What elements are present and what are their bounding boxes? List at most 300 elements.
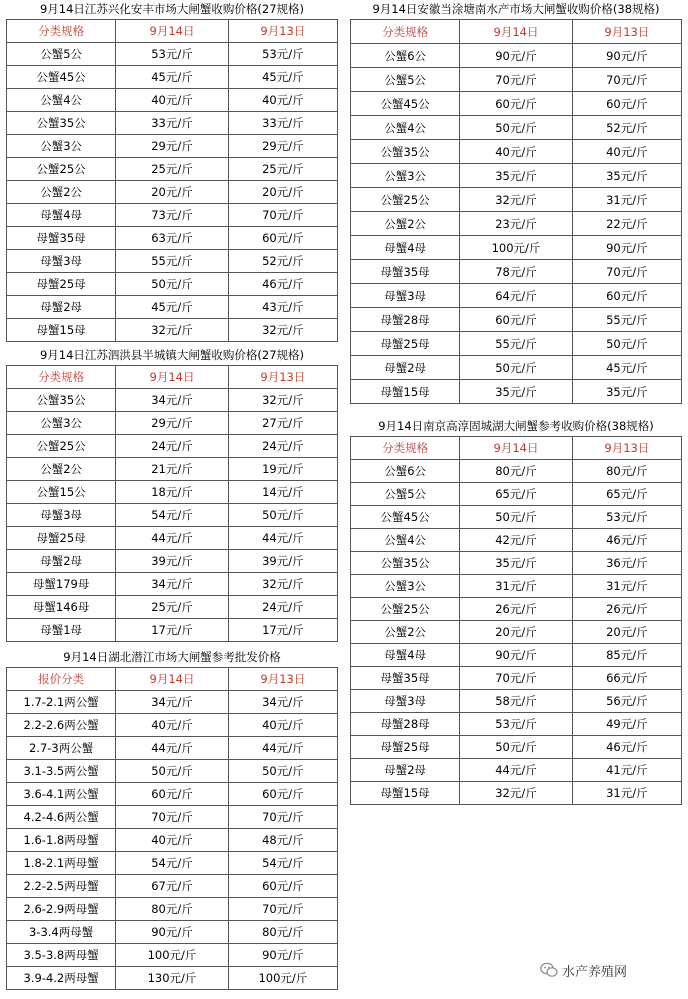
price-cell: 23元/斤 [460,212,573,236]
spec-cell: 母蟹25母 [351,736,460,759]
price-cell: 130元/斤 [116,967,229,990]
spec-cell: 公蟹25公 [351,598,460,621]
price-cell: 29元/斤 [116,135,229,158]
price-cell: 60元/斤 [460,92,573,116]
table-row [7,481,338,504]
table-row [351,380,682,404]
table-row [7,944,338,967]
spec-cell: 母蟹25母 [7,527,116,550]
table-header-row [7,668,338,691]
price-cell: 44元/斤 [116,527,229,550]
table-row [351,68,682,92]
price-cell: 55元/斤 [572,308,681,332]
price-cell: 40元/斤 [116,714,229,737]
price-cell: 31元/斤 [572,575,681,598]
spec-cell: 公蟹3公 [351,164,460,188]
table-title: 9月14日江苏泗洪县半城镇大闸蟹收购价格(27规格) [39,348,305,362]
price-cell: 20元/斤 [460,621,573,644]
price-cell: 32元/斤 [116,319,229,342]
spec-cell: 母蟹28母 [351,713,460,736]
spec-cell: 2.2-2.6两公蟹 [7,714,116,737]
table-title: 9月14日湖北潜江市场大闸蟹参考批发价格 [63,650,281,664]
price-cell: 90元/斤 [460,44,573,68]
spec-cell: 母蟹179母 [7,573,116,596]
spec-cell: 公蟹35公 [351,552,460,575]
price-cell: 67元/斤 [116,875,229,898]
price-cell: 64元/斤 [460,284,573,308]
spec-cell: 公蟹25公 [7,435,116,458]
table-title: 9月14日江苏兴化安丰市场大闸蟹收购价格(27规格) [39,2,305,16]
column-header: 9月13日 [228,366,337,389]
price-cell: 70元/斤 [572,260,681,284]
table-row [7,921,338,944]
table-row [7,691,338,714]
spec-cell: 公蟹35公 [7,389,116,412]
price-cell: 50元/斤 [572,332,681,356]
column-header: 9月14日 [116,366,229,389]
table-row [351,284,682,308]
spec-cell: 1.8-2.1两母蟹 [7,852,116,875]
price-cell: 78元/斤 [460,260,573,284]
table-row [7,412,338,435]
spec-cell: 3.6-4.1两公蟹 [7,783,116,806]
price-cell: 53元/斤 [572,506,681,529]
spec-cell: 母蟹2母 [7,296,116,319]
price-cell: 33元/斤 [228,112,337,135]
price-cell: 40元/斤 [572,140,681,164]
price-cell: 32元/斤 [228,573,337,596]
table-header-row [7,20,338,43]
price-cell: 70元/斤 [460,667,573,690]
column-header: 分类规格 [7,366,116,389]
table-row [7,737,338,760]
spec-cell: 公蟹45公 [351,506,460,529]
price-cell: 60元/斤 [572,92,681,116]
spec-cell: 3-3.4两母蟹 [7,921,116,944]
spec-cell: 母蟹35母 [351,260,460,284]
spec-cell: 公蟹3公 [7,135,116,158]
spec-cell: 母蟹35母 [7,227,116,250]
price-cell: 100元/斤 [228,967,337,990]
table-row [7,273,338,296]
table-row [351,575,682,598]
spec-cell: 2.2-2.5两母蟹 [7,875,116,898]
price-cell: 50元/斤 [460,736,573,759]
spec-cell: 公蟹4公 [351,529,460,552]
price-cell: 44元/斤 [460,759,573,782]
price-cell: 32元/斤 [460,188,573,212]
table-row [351,332,682,356]
spec-cell: 4.2-4.6两公蟹 [7,806,116,829]
price-cell: 19元/斤 [228,458,337,481]
table-row [7,43,338,66]
price-cell: 53元/斤 [460,713,573,736]
price-cell: 80元/斤 [460,460,573,483]
spec-cell: 3.1-3.5两公蟹 [7,760,116,783]
spec-cell: 母蟹28母 [351,308,460,332]
spec-cell: 母蟹25母 [351,332,460,356]
price-cell: 31元/斤 [572,188,681,212]
price-cell: 49元/斤 [572,713,681,736]
price-cell: 34元/斤 [116,573,229,596]
dangtu-price-block [350,0,682,404]
price-cell: 60元/斤 [228,783,337,806]
table-row [351,644,682,667]
table-header-row [351,437,682,460]
table-row [7,573,338,596]
table-row [351,140,682,164]
spec-cell: 公蟹3公 [7,412,116,435]
spec-cell: 母蟹25母 [7,273,116,296]
column-header: 9月14日 [116,668,229,691]
spec-cell: 母蟹146母 [7,596,116,619]
spec-cell: 母蟹35母 [351,667,460,690]
spec-cell: 母蟹3母 [351,284,460,308]
price-cell: 56元/斤 [572,690,681,713]
table-row [7,458,338,481]
price-cell: 54元/斤 [116,504,229,527]
table-row [351,260,682,284]
column-header: 9月14日 [116,20,229,43]
price-cell: 54元/斤 [116,852,229,875]
table-row [7,829,338,852]
price-cell: 43元/斤 [228,296,337,319]
spec-cell: 母蟹2母 [351,356,460,380]
price-cell: 29元/斤 [116,412,229,435]
table-row [7,89,338,112]
price-cell: 35元/斤 [572,380,681,404]
price-cell: 70元/斤 [228,898,337,921]
price-cell: 52元/斤 [228,250,337,273]
price-cell: 90元/斤 [460,644,573,667]
table-row [7,250,338,273]
spec-cell: 母蟹15母 [351,380,460,404]
spec-cell: 1.6-1.8两母蟹 [7,829,116,852]
table-row [351,460,682,483]
price-table [350,19,682,404]
spec-cell: 2.6-2.9两母蟹 [7,898,116,921]
price-cell: 45元/斤 [572,356,681,380]
price-cell: 25元/斤 [116,158,229,181]
table-title: 9月14日南京高淳固城湖大闸蟹参考收购价格(38规格) [378,419,654,433]
price-cell: 55元/斤 [460,332,573,356]
column-header: 报价分类 [7,668,116,691]
price-cell: 63元/斤 [116,227,229,250]
price-cell: 60元/斤 [228,227,337,250]
spec-cell: 公蟹6公 [351,44,460,68]
table-row [351,116,682,140]
price-cell: 48元/斤 [228,829,337,852]
table-row [7,527,338,550]
spec-cell: 公蟹15公 [7,481,116,504]
price-cell: 41元/斤 [572,759,681,782]
table-row [7,158,338,181]
price-cell: 50元/斤 [116,760,229,783]
price-cell: 90元/斤 [572,236,681,260]
spec-cell: 公蟹45公 [7,66,116,89]
price-cell: 50元/斤 [460,356,573,380]
table-row [351,44,682,68]
price-cell: 35元/斤 [460,380,573,404]
table-row [7,66,338,89]
spec-cell: 公蟹3公 [351,575,460,598]
table-title: 9月14日安徽当涂塘南水产市场大闸蟹收购价格(38规格) [372,2,660,16]
price-cell: 20元/斤 [572,621,681,644]
price-table [350,436,682,805]
price-cell: 90元/斤 [116,921,229,944]
table-row [7,227,338,250]
spec-cell: 1.7-2.1两公蟹 [7,691,116,714]
table-row [351,356,682,380]
table-row [7,619,338,642]
spec-cell: 母蟹3母 [7,504,116,527]
price-cell: 17元/斤 [116,619,229,642]
price-table [6,667,338,990]
spec-cell: 母蟹4母 [351,236,460,260]
spec-cell: 母蟹15母 [7,319,116,342]
price-cell: 21元/斤 [116,458,229,481]
price-cell: 80元/斤 [116,898,229,921]
price-cell: 32元/斤 [228,319,337,342]
price-cell: 40元/斤 [116,829,229,852]
spec-cell: 3.5-3.8两母蟹 [7,944,116,967]
table-row [7,504,338,527]
column-header: 9月13日 [228,20,337,43]
price-cell: 17元/斤 [228,619,337,642]
price-cell: 36元/斤 [572,552,681,575]
spec-cell: 公蟹35公 [351,140,460,164]
table-row [7,181,338,204]
price-cell: 32元/斤 [228,389,337,412]
price-cell: 50元/斤 [460,116,573,140]
table-header-row [351,20,682,44]
price-cell: 45元/斤 [116,66,229,89]
price-cell: 70元/斤 [228,806,337,829]
price-cell: 53元/斤 [116,43,229,66]
spec-cell: 3.9-4.2两母蟹 [7,967,116,990]
price-cell: 53元/斤 [228,43,337,66]
table-row [351,713,682,736]
spec-cell: 公蟹2公 [7,458,116,481]
price-cell: 14元/斤 [228,481,337,504]
price-cell: 31元/斤 [572,782,681,805]
price-cell: 70元/斤 [460,68,573,92]
price-cell: 24元/斤 [116,435,229,458]
spec-cell: 母蟹3母 [7,250,116,273]
price-cell: 44元/斤 [116,737,229,760]
table-row [351,212,682,236]
price-cell: 27元/斤 [228,412,337,435]
column-header: 9月14日 [460,437,573,460]
table-row [351,92,682,116]
price-cell: 80元/斤 [572,460,681,483]
price-cell: 70元/斤 [228,204,337,227]
price-cell: 58元/斤 [460,690,573,713]
price-cell: 50元/斤 [228,504,337,527]
price-cell: 18元/斤 [116,481,229,504]
table-row [351,690,682,713]
table-row [351,552,682,575]
spec-cell: 公蟹5公 [351,483,460,506]
price-cell: 34元/斤 [116,691,229,714]
spec-cell: 母蟹2母 [7,550,116,573]
spec-cell: 公蟹2公 [351,212,460,236]
spec-cell: 母蟹4母 [7,204,116,227]
spec-cell: 公蟹4公 [7,89,116,112]
price-cell: 25元/斤 [116,596,229,619]
spec-cell: 母蟹3母 [351,690,460,713]
spec-cell: 公蟹5公 [351,68,460,92]
wechat-icon [540,962,558,978]
column-header: 9月13日 [572,437,681,460]
table-row [7,204,338,227]
table-row [351,667,682,690]
price-cell: 60元/斤 [572,284,681,308]
price-cell: 50元/斤 [460,506,573,529]
table-row [7,875,338,898]
price-cell: 60元/斤 [116,783,229,806]
table-header-row [7,366,338,389]
price-cell: 35元/斤 [572,164,681,188]
table-row [7,760,338,783]
table-row [7,967,338,990]
price-cell: 29元/斤 [228,135,337,158]
price-cell: 26元/斤 [460,598,573,621]
price-cell: 26元/斤 [572,598,681,621]
table-row [351,782,682,805]
price-table [6,365,338,642]
spec-cell: 公蟹45公 [351,92,460,116]
price-cell: 65元/斤 [460,483,573,506]
column-header: 分类规格 [7,20,116,43]
price-cell: 65元/斤 [572,483,681,506]
column-header: 9月13日 [572,20,681,44]
spec-cell: 公蟹4公 [351,116,460,140]
qianjiang-price-block [6,648,338,990]
column-header: 9月14日 [460,20,573,44]
price-cell: 70元/斤 [572,68,681,92]
price-cell: 24元/斤 [228,596,337,619]
price-cell: 45元/斤 [116,296,229,319]
price-cell: 55元/斤 [116,250,229,273]
price-cell: 31元/斤 [460,575,573,598]
table-row [351,621,682,644]
spec-cell: 公蟹25公 [7,158,116,181]
spec-cell: 母蟹2母 [351,759,460,782]
table-row [7,112,338,135]
table-row [7,714,338,737]
price-cell: 45元/斤 [228,66,337,89]
spec-cell: 公蟹6公 [351,460,460,483]
price-cell: 22元/斤 [572,212,681,236]
table-row [7,296,338,319]
price-cell: 60元/斤 [228,875,337,898]
table-row [7,389,338,412]
price-cell: 80元/斤 [228,921,337,944]
price-cell: 100元/斤 [116,944,229,967]
sihong-price-block [6,346,338,642]
table-row [351,529,682,552]
price-cell: 46元/斤 [572,529,681,552]
price-cell: 90元/斤 [228,944,337,967]
table-row [351,506,682,529]
price-cell: 52元/斤 [572,116,681,140]
xinghua-price-block [6,0,338,342]
price-cell: 100元/斤 [460,236,573,260]
price-cell: 90元/斤 [572,44,681,68]
price-cell: 44元/斤 [228,737,337,760]
spec-cell: 公蟹2公 [351,621,460,644]
price-cell: 24元/斤 [228,435,337,458]
spec-cell: 2.7-3两公蟹 [7,737,116,760]
table-row [7,806,338,829]
price-cell: 35元/斤 [460,552,573,575]
price-cell: 34元/斤 [228,691,337,714]
table-row [7,783,338,806]
table-row [351,188,682,212]
watermark-text: 水产养殖网 [562,964,628,980]
price-cell: 42元/斤 [460,529,573,552]
table-row [351,483,682,506]
spec-cell: 公蟹5公 [7,43,116,66]
table-row [351,164,682,188]
price-cell: 39元/斤 [228,550,337,573]
watermark [540,960,680,980]
column-header: 分类规格 [351,20,460,44]
price-cell: 40元/斤 [228,714,337,737]
spec-cell: 公蟹35公 [7,112,116,135]
price-cell: 20元/斤 [116,181,229,204]
spec-cell: 公蟹2公 [7,181,116,204]
spec-cell: 母蟹1母 [7,619,116,642]
column-header: 9月13日 [228,668,337,691]
table-row [7,898,338,921]
table-row [351,759,682,782]
price-cell: 40元/斤 [116,89,229,112]
spec-cell: 公蟹25公 [351,188,460,212]
price-cell: 50元/斤 [228,760,337,783]
price-cell: 54元/斤 [228,852,337,875]
price-cell: 33元/斤 [116,112,229,135]
table-row [7,135,338,158]
table-row [351,236,682,260]
table-row [351,598,682,621]
price-cell: 40元/斤 [228,89,337,112]
price-cell: 46元/斤 [572,736,681,759]
table-row [351,736,682,759]
price-cell: 73元/斤 [116,204,229,227]
price-cell: 40元/斤 [460,140,573,164]
price-cell: 60元/斤 [460,308,573,332]
price-cell: 39元/斤 [116,550,229,573]
price-cell: 44元/斤 [228,527,337,550]
price-cell: 50元/斤 [116,273,229,296]
price-cell: 70元/斤 [116,806,229,829]
spec-cell: 母蟹15母 [351,782,460,805]
price-table [6,19,338,342]
table-row [7,550,338,573]
price-cell: 46元/斤 [228,273,337,296]
spec-cell: 母蟹4母 [351,644,460,667]
price-cell: 35元/斤 [460,164,573,188]
price-cell: 66元/斤 [572,667,681,690]
table-row [7,435,338,458]
column-header: 分类规格 [351,437,460,460]
table-row [7,319,338,342]
price-cell: 32元/斤 [460,782,573,805]
table-row [7,852,338,875]
price-cell: 25元/斤 [228,158,337,181]
